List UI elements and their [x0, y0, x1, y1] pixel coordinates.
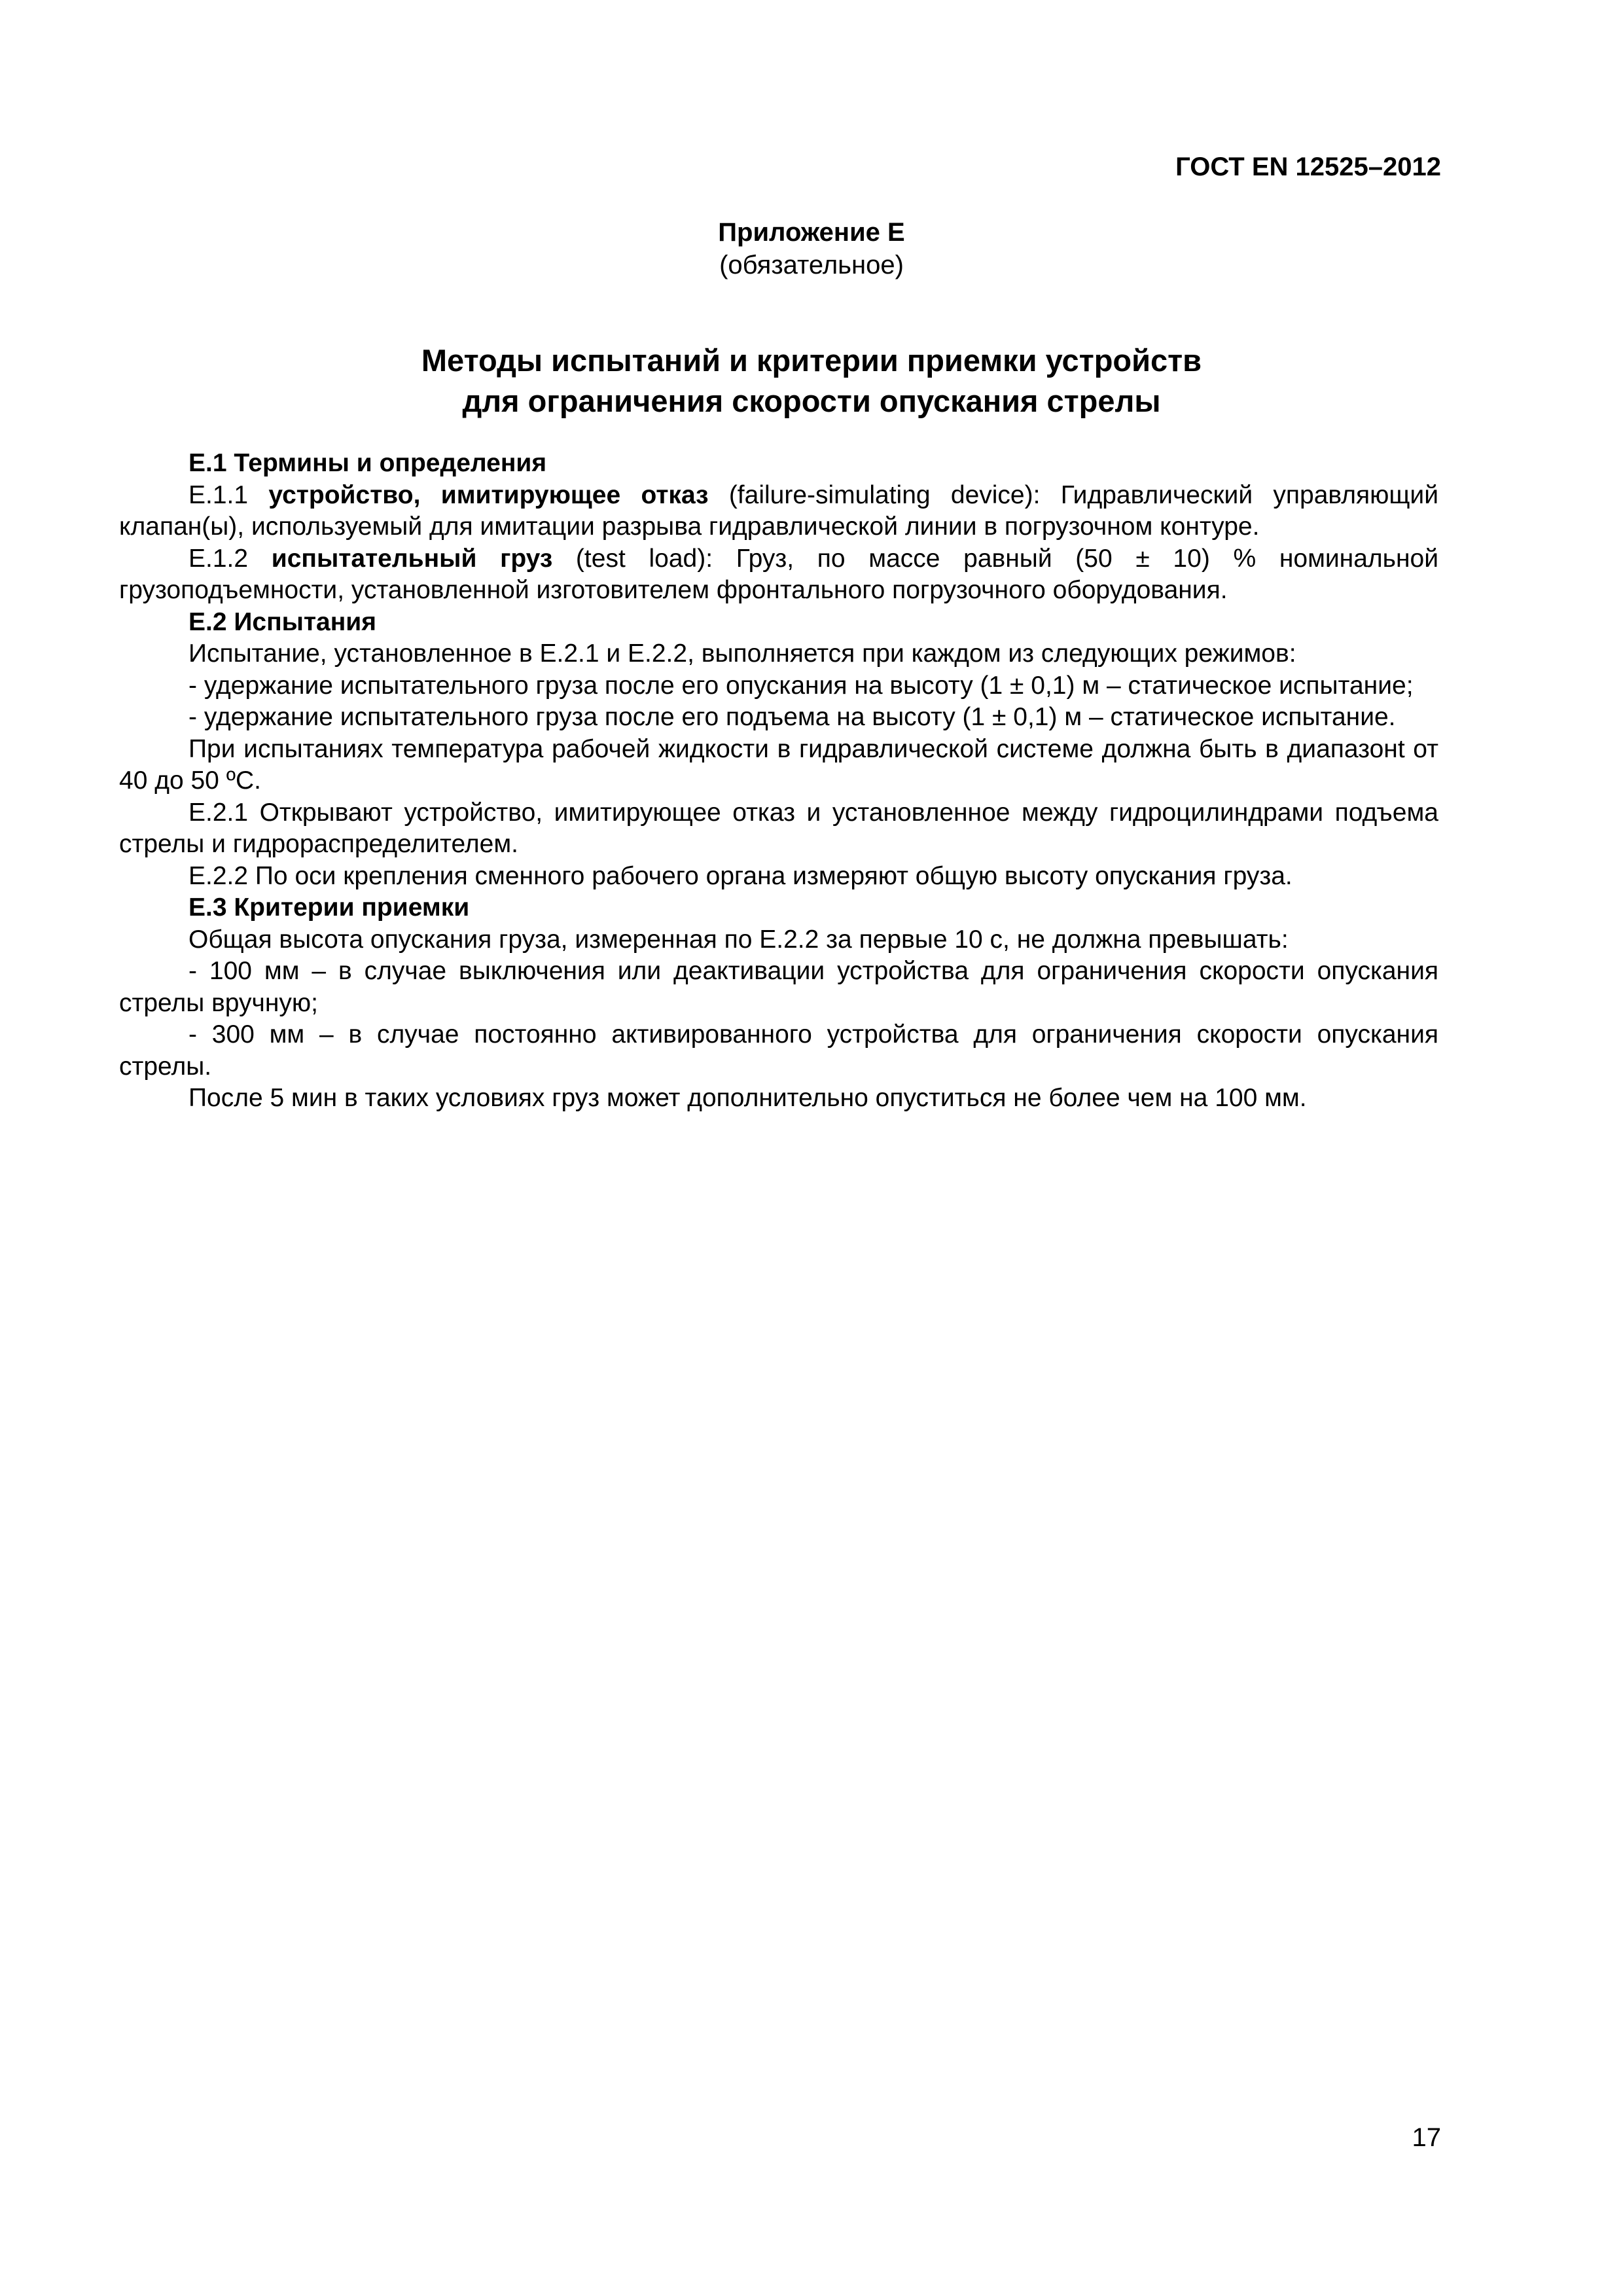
list-item: - удержание испытательного груза после его подъема на высоту (1 ± 0,1) м – статическое испытание. — [188, 703, 1396, 731]
document-body — [119, 448, 1438, 1115]
clause-e2-1: Е.2.1 Открывают устройство, имитирующее отказ и установленное между гидроцилиндрами подъема стрелы и гидрораспределителем. — [119, 798, 1438, 858]
clause-e2-2: Е.2.2 По оси крепления сменного рабочего органа измеряют общую высоту опускания груза. — [188, 861, 1293, 890]
list-item: - удержание испытательного груза после его опускания на высоту (1 ± 0,1) м – статическое испытание; — [188, 671, 1414, 700]
page-number: 17 — [1412, 2123, 1441, 2152]
title-line-2: для ограничения скорости опускания стрелы — [462, 384, 1161, 418]
definition-text: (test load): Груз, по массе равный (50 ± 10) % номинальной грузоподъемности, установленной изготовителем фронтального погрузочного оборудования. — [119, 544, 1438, 604]
defined-term: устройство, имитирующее отказ — [268, 480, 709, 509]
list-item: - 300 мм – в случае постоянно активированного устройства для ограничения скорости опускания стрелы. — [119, 1020, 1438, 1081]
standard-designation: ГОСТ EN 12525–2012 — [1175, 152, 1441, 181]
clause-e1-1 — [119, 480, 1438, 543]
document-title — [0, 340, 1623, 422]
paragraph: Испытание, установленное в Е.2.1 и Е.2.2, выполняется при каждом из следующих режимов: — [188, 639, 1296, 668]
paragraph: Общая высота опускания груза, измеренная по Е.2.2 за первые 10 с, не должна превышать: — [188, 925, 1289, 954]
appendix-title: Приложение Е — [718, 218, 905, 247]
title-line-1: Методы испытаний и критерии приемки устройств — [421, 343, 1202, 378]
section-heading-e2: Е.2 Испытания — [188, 607, 377, 636]
clause-number: Е.1.2 — [188, 544, 272, 573]
paragraph: После 5 мин в таких условиях груз может дополнительно опуститься не более чем на 100 мм. — [188, 1084, 1307, 1112]
appendix-status: (обязательное) — [719, 251, 904, 279]
clause-e1-2 — [119, 543, 1438, 607]
list-item: - 100 мм – в случае выключения или деактивации устройства для ограничения скорости опускания стрелы вручную; — [119, 957, 1438, 1017]
paragraph: При испытаниях температура рабочей жидкости в гидравлической системе должна быть в диапазонt от 40 до 50 ºС. — [119, 734, 1438, 795]
section-heading-e3: Е.3 Критерии приемки — [188, 893, 470, 922]
defined-term: испытательный груз — [271, 544, 553, 573]
clause-number: Е.1.1 — [188, 480, 269, 509]
definition-text: (failure-simulating device): Гидравлический управляющий клапан(ы), используемый для имитации разрыва гидравлической линии в погрузочном контуре. — [119, 480, 1439, 541]
appendix-block — [0, 216, 1623, 281]
section-heading-e1: Е.1 Термины и определения — [188, 449, 547, 477]
